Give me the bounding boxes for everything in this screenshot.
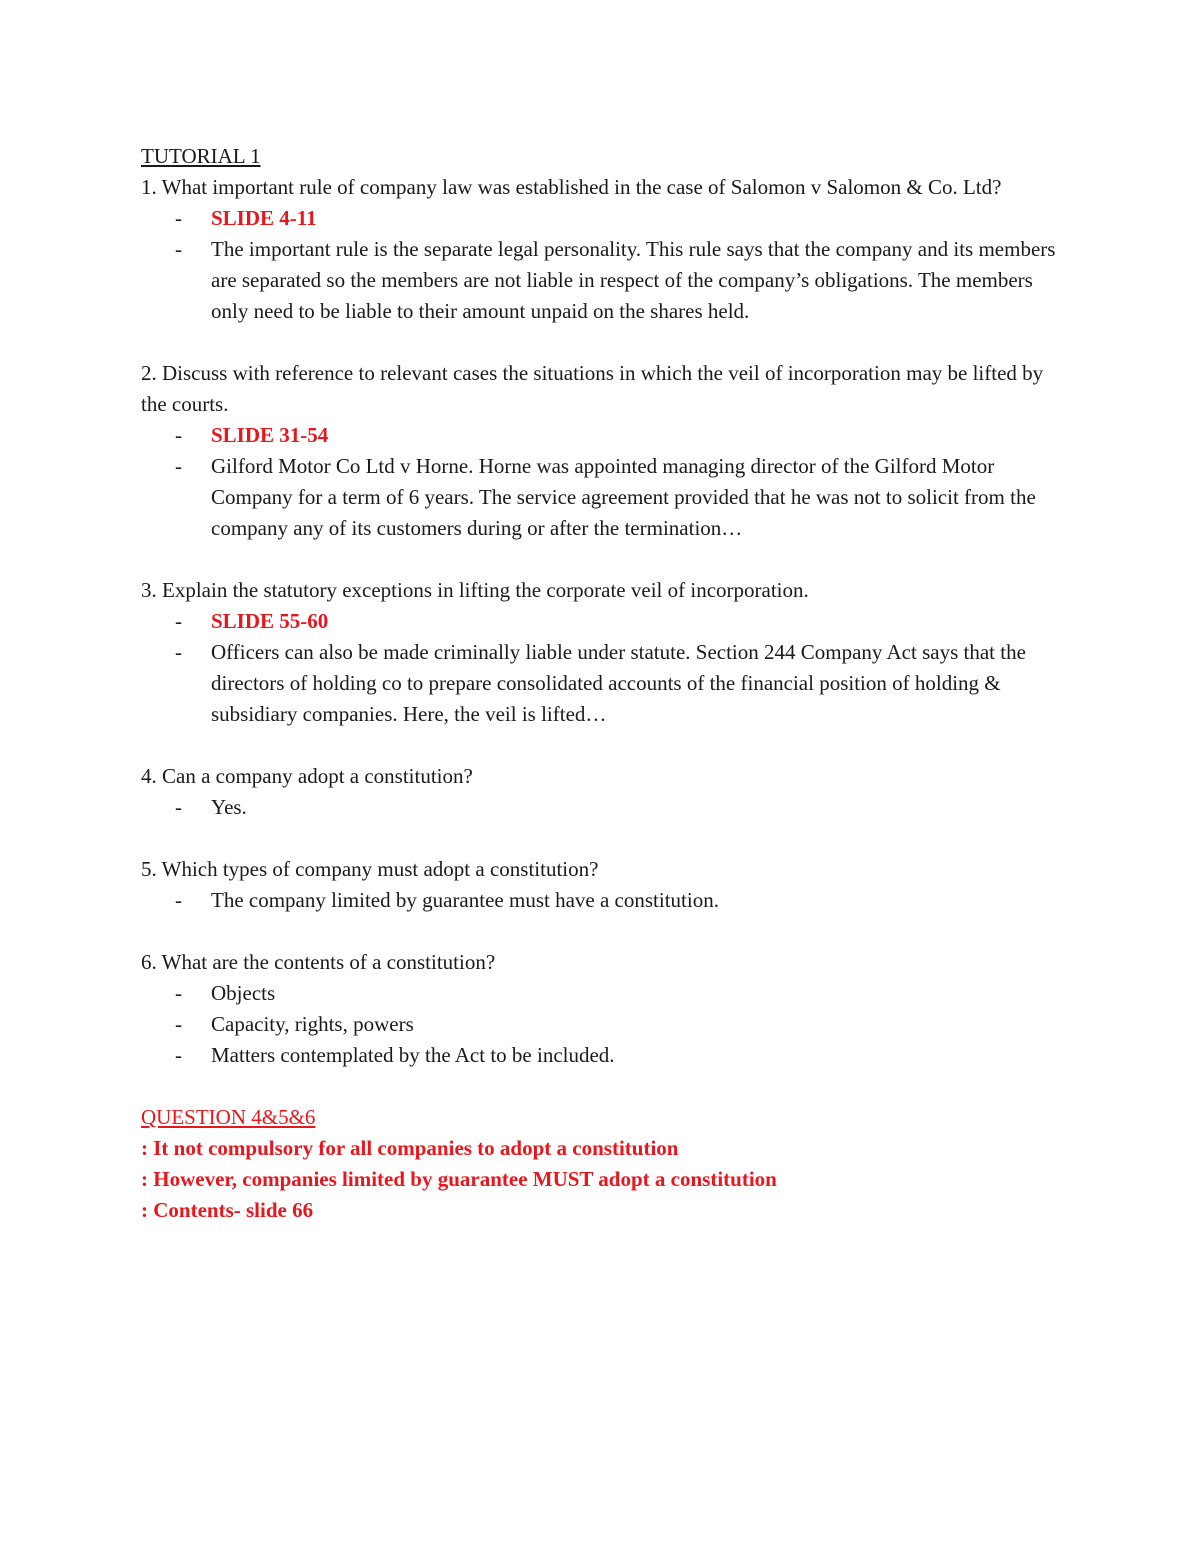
dash-bullet: -	[175, 981, 182, 1005]
dash-bullet: -	[175, 237, 182, 261]
question-text: 4. Can a company adopt a constitution?	[141, 764, 473, 788]
dash-bullet: -	[175, 640, 182, 664]
slide-reference: - SLIDE 4-11	[141, 203, 1071, 234]
answer-item: - The company limited by guarantee must have a constitution.	[141, 885, 1071, 916]
slide-reference: - SLIDE 31-54	[141, 420, 1071, 451]
dash-bullet: -	[175, 454, 182, 478]
question-text: 1. What important rule of company law was established in the case of Salomon v Salomon & Co. Ltd?	[141, 175, 1002, 199]
dash-bullet: -	[175, 423, 182, 447]
document-page	[141, 141, 1071, 1226]
question-block	[141, 575, 1071, 730]
answer-list	[141, 885, 1071, 916]
question-block	[141, 854, 1071, 916]
document-title: TUTORIAL 1	[141, 144, 261, 168]
answer-list	[141, 203, 1071, 327]
summary-line: : Contents- slide 66	[141, 1198, 314, 1222]
question-block	[141, 947, 1071, 1071]
answer-item: - Matters contemplated by the Act to be included.	[141, 1040, 1071, 1071]
dash-bullet: -	[175, 206, 182, 230]
answer-item: - Yes.	[141, 792, 1071, 823]
answer-item: - Gilford Motor Co Ltd v Horne. Horne was appointed managing director of the Gilford Motor Company for a term of 6 years. The service agreement provided that he was not to solicit from the company any of its customers during or after the termination…	[141, 451, 1071, 544]
dash-bullet: -	[175, 795, 182, 819]
dash-bullet: -	[175, 888, 182, 912]
question-block	[141, 761, 1071, 823]
answer-list	[141, 606, 1071, 730]
summary-line: : However, companies limited by guarantee MUST adopt a constitution	[141, 1167, 777, 1191]
question-text: 6. What are the contents of a constitution?	[141, 950, 496, 974]
dash-bullet: -	[175, 1043, 182, 1067]
answer-list	[141, 792, 1071, 823]
summary-block	[141, 1102, 1071, 1226]
answer-item: - The important rule is the separate legal personality. This rule says that the company and its members are separated so the members are not liable in respect of the company’s obligations. The members only need to be liable to their amount unpaid on the shares held.	[141, 234, 1071, 327]
slide-reference: - SLIDE 55-60	[141, 606, 1071, 637]
dash-bullet: -	[175, 1012, 182, 1036]
answer-item: - Capacity, rights, powers	[141, 1009, 1071, 1040]
question-block	[141, 172, 1071, 327]
answer-list	[141, 978, 1071, 1071]
answer-item: - Objects	[141, 978, 1071, 1009]
question-text: 2. Discuss with reference to relevant cases the situations in which the veil of incorporation may be lifted by the courts.	[141, 361, 1044, 416]
summary-title: QUESTION 4&5&6	[141, 1105, 316, 1129]
answer-item: - Officers can also be made criminally liable under statute. Section 244 Company Act says that the directors of holding co to prepare consolidated accounts of the financial position of holding & subsidiary companies. Here, the veil is lifted…	[141, 637, 1071, 730]
summary-line: : It not compulsory for all companies to adopt a constitution	[141, 1136, 679, 1160]
dash-bullet: -	[175, 609, 182, 633]
question-text: 5. Which types of company must adopt a constitution?	[141, 857, 599, 881]
question-block	[141, 358, 1071, 544]
question-text: 3. Explain the statutory exceptions in lifting the corporate veil of incorporation.	[141, 578, 809, 602]
answer-list	[141, 420, 1071, 544]
